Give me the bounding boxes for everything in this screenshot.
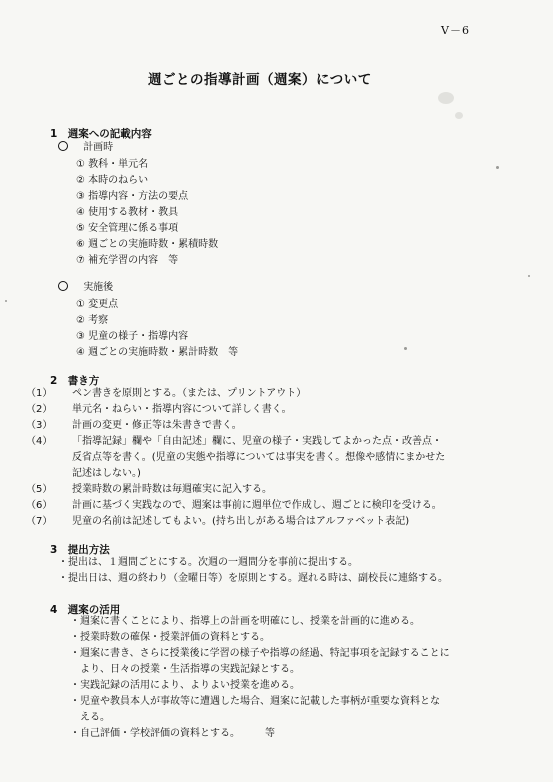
list-item: ③ 指導内容・方法の要点 bbox=[76, 191, 189, 202]
list-item: （7） 児童の名前は記述してもよい。(持ち出しがある場合はアルファベット表記) bbox=[26, 516, 410, 527]
list-item: ・提出日は、週の終わり（金曜日等）を原則とする。遅れる時は、副校長に連絡する。 bbox=[58, 573, 448, 584]
list-item-continuation: より、日々の授業・生活指導の実践記録とする。 bbox=[70, 664, 300, 675]
subsection-planning bbox=[58, 140, 113, 156]
submission-list bbox=[58, 555, 448, 587]
section-heading: 3 提出方法 bbox=[50, 544, 110, 556]
list-item: ④ 使用する教材・教具 bbox=[76, 207, 179, 218]
list-item: （6） 計画に基づく実践なので、週案は事前に週単位で作成し、週ごとに検印を受ける。 bbox=[26, 500, 442, 511]
scan-speck bbox=[528, 275, 530, 277]
after-list bbox=[76, 297, 238, 361]
writing-rules bbox=[26, 386, 445, 530]
scan-speck bbox=[5, 300, 7, 302]
section-heading: 1 週案への記載内容 bbox=[50, 128, 152, 140]
circle-bullet-icon bbox=[58, 141, 68, 151]
list-item: ・児童や教員本人が事故等に遭遇した場合、週案に記載した事柄が重要な資料とな bbox=[70, 696, 440, 707]
scan-smudge bbox=[455, 112, 463, 119]
list-item: ⑤ 安全管理に係る事項 bbox=[76, 223, 179, 234]
list-item-continuation: 反省点等を書く。(児童の実態や指導については事実を書く。想像や感情にまかせた bbox=[72, 452, 446, 463]
list-item: ・提出は、１週間ごとにする。次週の一週間分を事前に提出する。 bbox=[58, 557, 358, 568]
list-item-continuation: 記述はしない。) bbox=[72, 468, 141, 479]
list-item: ⑥ 週ごとの実施時数・累積時数 bbox=[76, 239, 219, 250]
list-item: ・自己評価・学校評価の資料とする。 等 bbox=[70, 728, 275, 739]
planning-list bbox=[76, 157, 218, 269]
list-item: ④ 週ごとの実施時数・累計時数 等 bbox=[76, 347, 239, 358]
list-item: ① 教科・単元名 bbox=[76, 159, 149, 170]
page-number: V－6 bbox=[441, 24, 470, 37]
subsection-label: 実施後 bbox=[83, 282, 114, 293]
section-heading: 4 週案の活用 bbox=[50, 604, 121, 616]
list-item-continuation: える。 bbox=[70, 712, 110, 723]
list-item: （1） ペン書きを原則とする。（または、プリントアウト） bbox=[26, 388, 307, 399]
list-item: ・週案に書くことにより、指導上の計画を明確にし、授業を計画的に進める。 bbox=[70, 616, 420, 627]
scan-smudge bbox=[438, 92, 454, 104]
list-item: （5） 授業時数の累計時数は毎週確実に記入する。 bbox=[26, 484, 272, 495]
list-item: ③ 児童の様子・指導内容 bbox=[76, 331, 189, 342]
list-item: ⑦ 補充学習の内容 等 bbox=[76, 255, 179, 266]
list-item: ・授業時数の確保・授業評価の資料とする。 bbox=[70, 632, 270, 643]
list-item: ② 考察 bbox=[76, 315, 109, 326]
list-item: ② 本時のねらい bbox=[76, 175, 149, 186]
page-title: 週ごとの指導計画（週案）について bbox=[148, 72, 372, 88]
subsection-after bbox=[58, 280, 113, 296]
list-item: （3） 計画の変更・修正等は朱書きで書く。 bbox=[26, 420, 242, 431]
list-item: （4） 「指導記録」欄や「自由記述」欄に、児童の様子・実践してよかった点・改善点・ bbox=[26, 436, 442, 447]
list-item: （2） 単元名・ねらい・指導内容について詳しく書く。 bbox=[26, 404, 292, 415]
circle-bullet-icon bbox=[58, 281, 68, 291]
section-heading: 2 書き方 bbox=[50, 375, 100, 387]
scan-speck bbox=[404, 347, 407, 350]
list-item: ・週案に書き、さらに授業後に学習の様子や指導の経過、特記事項を記録することに bbox=[70, 648, 450, 659]
scan-speck bbox=[496, 166, 499, 169]
subsection-label: 計画時 bbox=[83, 142, 114, 153]
list-item: ① 変更点 bbox=[76, 299, 119, 310]
list-item: ・実践記録の活用により、よりよい授業を進める。 bbox=[70, 680, 300, 691]
usage-list bbox=[70, 614, 450, 742]
